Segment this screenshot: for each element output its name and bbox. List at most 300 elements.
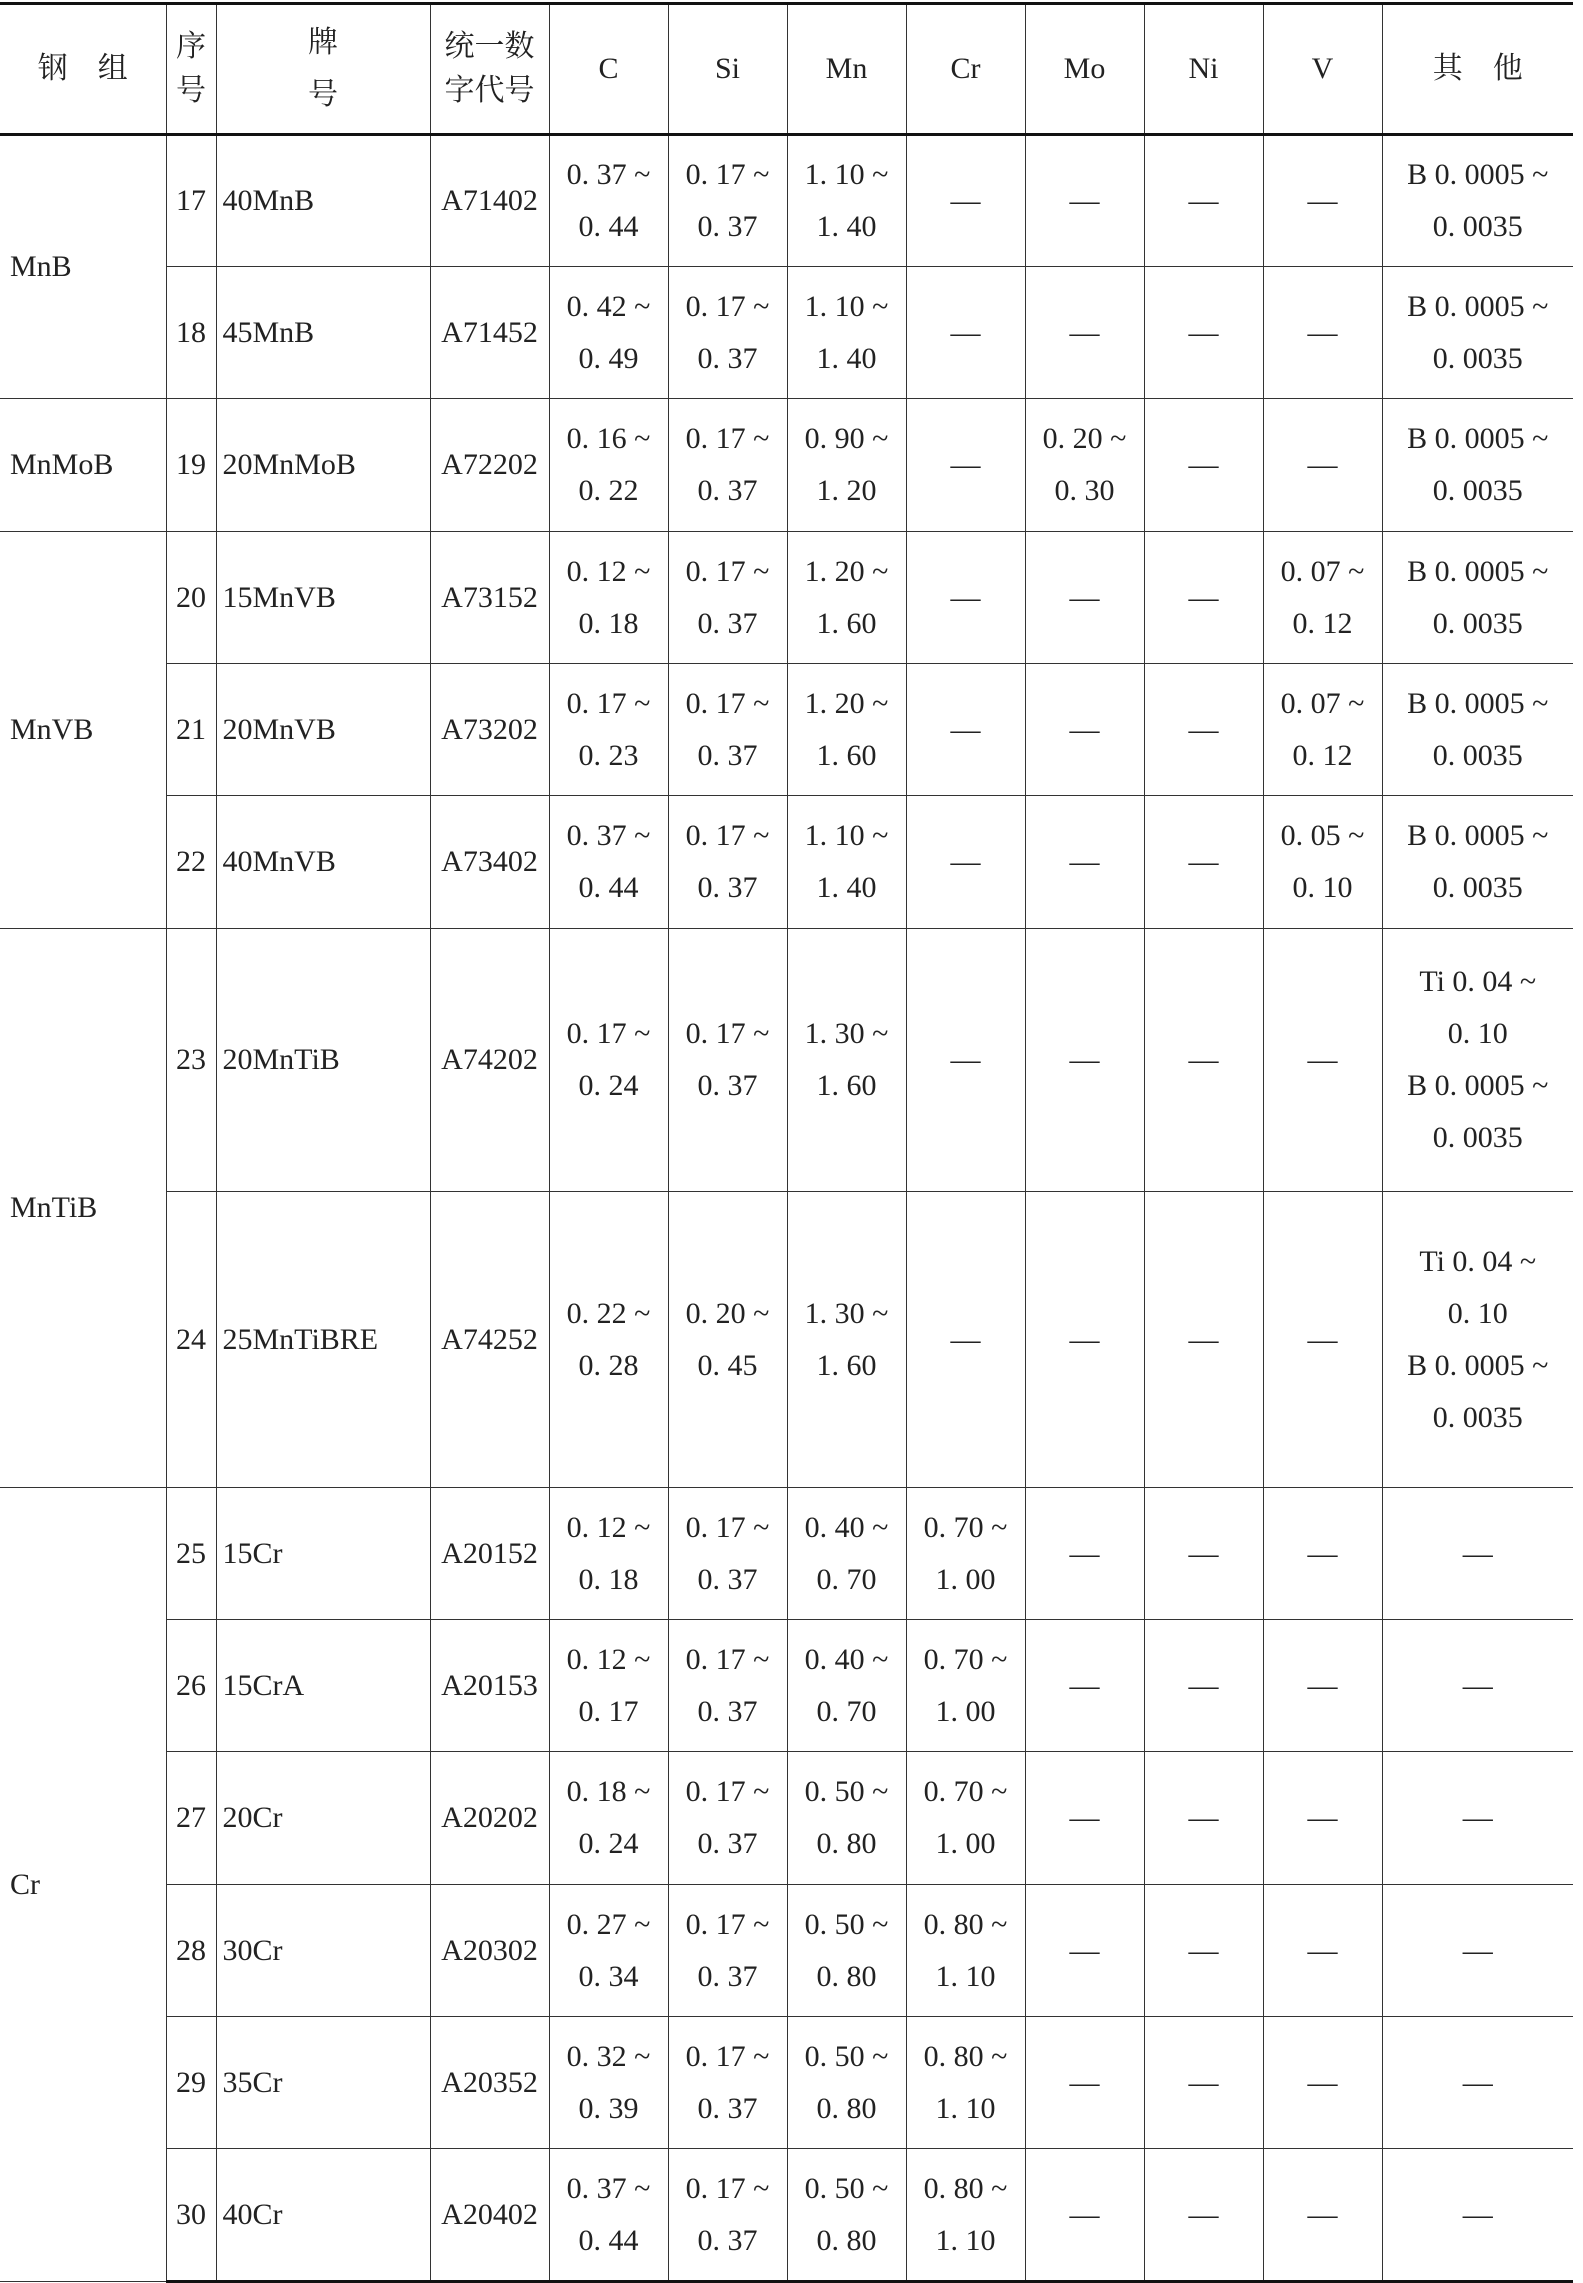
cr-range-cell: [906, 796, 1025, 929]
ni-range-cell: [1144, 399, 1263, 532]
other-element-line: Ti 0. 04 ~: [1419, 1244, 1537, 1278]
v-range-cell: [1263, 1752, 1382, 1885]
cr-range-cell: [906, 1620, 1025, 1752]
si-range-to: 0. 37: [697, 2091, 758, 2125]
v-range-cell: [1263, 2017, 1382, 2149]
dash-mark: —: [1188, 1536, 1219, 1570]
si-range-cell: [668, 2017, 787, 2149]
c-range-to: 0. 23: [578, 738, 639, 772]
table-body: [0, 135, 1573, 2282]
mn-range-to: 0. 70: [816, 1562, 877, 1596]
mo-range-cell: [1025, 267, 1144, 399]
dash-mark: —: [1188, 712, 1219, 746]
other-elements-cell: [1382, 1192, 1573, 1488]
ni-range-cell: [1144, 1620, 1263, 1752]
other-element-line: 0. 0035: [1432, 474, 1523, 507]
dash-mark: —: [1307, 1668, 1338, 1702]
mo-range-from: 0. 20 ~: [1042, 422, 1127, 455]
v-range-cell: [1263, 399, 1382, 532]
dash-mark: —: [1307, 2065, 1338, 2099]
mn-range-from: 1. 30 ~: [804, 1296, 889, 1330]
c-range-cell: [549, 532, 668, 664]
c-range-cell: [549, 399, 668, 532]
cr-range-cell: [906, 2017, 1025, 2149]
mn-range-cell: [787, 929, 906, 1192]
mn-range-to: 0. 80: [816, 1959, 877, 1993]
row-number: 30: [166, 2149, 216, 2282]
other-element-line: 0. 10: [1447, 1017, 1508, 1050]
other-elements-cell: [1382, 532, 1573, 664]
v-range-to: 0. 12: [1292, 738, 1353, 772]
steel-group-cell: MnB: [0, 135, 166, 399]
dash-mark: —: [1188, 2065, 1219, 2099]
v-range-from: 0. 07 ~: [1280, 554, 1365, 588]
other-elements-cell: [1382, 929, 1573, 1192]
si-range-cell: [668, 2149, 787, 2282]
mn-range-to: 0. 80: [816, 1827, 877, 1860]
row-number: 17: [166, 135, 216, 267]
mn-range-cell: [787, 267, 906, 399]
other-element-line: B 0. 0005 ~: [1407, 1069, 1549, 1102]
dash-mark: —: [1462, 2197, 1493, 2231]
mo-range-cell: [1025, 2017, 1144, 2149]
dash-mark: —: [950, 712, 981, 746]
si-range-cell: [668, 135, 787, 267]
table-row: [0, 1885, 1573, 2017]
si-range-to: 0. 37: [697, 871, 758, 904]
v-range-cell: [1263, 664, 1382, 796]
si-range-cell: [668, 1885, 787, 2017]
dash-mark: —: [1307, 184, 1338, 217]
header-no-line2: 号: [176, 74, 206, 107]
mn-range-to: 1. 40: [816, 341, 877, 375]
unified-code: A20153: [430, 1620, 549, 1752]
si-range-cell: [668, 929, 787, 1192]
mn-range-from: 1. 10 ~: [804, 158, 889, 191]
cr-range-from: 0. 70 ~: [923, 1510, 1008, 1544]
cr-range-cell: [906, 2149, 1025, 2282]
mo-range-cell: [1025, 929, 1144, 1192]
dash-mark: —: [950, 315, 981, 349]
si-range-cell: [668, 267, 787, 399]
si-range-to: 0. 37: [697, 2223, 758, 2257]
unified-code: A20352: [430, 2017, 549, 2149]
si-range-cell: [668, 1192, 787, 1488]
row-number: 23: [166, 929, 216, 1192]
ni-range-cell: [1144, 1488, 1263, 1620]
c-range-to: 0. 44: [578, 210, 639, 243]
si-range-to: 0. 37: [697, 606, 758, 640]
dash-mark: —: [1188, 1668, 1219, 1702]
c-range-cell: [549, 1752, 668, 1885]
dash-mark: —: [1069, 1043, 1100, 1076]
c-range-from: 0. 17 ~: [566, 686, 651, 720]
steel-grade: 40MnVB: [216, 796, 430, 929]
dash-mark: —: [1307, 1536, 1338, 1570]
cr-range-cell: [906, 267, 1025, 399]
dash-mark: —: [950, 448, 981, 481]
dash-mark: —: [1188, 1322, 1219, 1356]
mo-range-cell: [1025, 1752, 1144, 1885]
unified-code: A74252: [430, 1192, 549, 1488]
other-elements-cell: [1382, 1488, 1573, 1620]
v-range-cell: [1263, 135, 1382, 267]
si-range-from: 0. 17 ~: [685, 158, 770, 191]
mn-range-from: 0. 50 ~: [804, 2171, 889, 2205]
header-code: [430, 4, 549, 135]
cr-range-to: 1. 10: [935, 2091, 996, 2125]
dash-mark: —: [1188, 448, 1219, 481]
ni-range-cell: [1144, 2017, 1263, 2149]
dash-mark: —: [1462, 1933, 1493, 1967]
c-range-from: 0. 17 ~: [566, 1017, 651, 1050]
steel-grade: 40MnB: [216, 135, 430, 267]
other-element-line: 0. 0035: [1432, 210, 1523, 243]
v-range-from: 0. 05 ~: [1280, 819, 1365, 852]
dash-mark: —: [1462, 1801, 1493, 1834]
mn-range-cell: [787, 1620, 906, 1752]
row-number: 20: [166, 532, 216, 664]
c-range-from: 0. 12 ~: [566, 554, 651, 588]
row-number: 21: [166, 664, 216, 796]
mn-range-from: 1. 30 ~: [804, 1017, 889, 1050]
mn-range-from: 1. 20 ~: [804, 686, 889, 720]
other-element-line: B 0. 0005 ~: [1407, 158, 1549, 191]
other-element-line: B 0. 0005 ~: [1407, 1348, 1549, 1382]
cr-range-cell: [906, 1885, 1025, 2017]
dash-mark: —: [1069, 1322, 1100, 1356]
c-range-from: 0. 22 ~: [566, 1296, 651, 1330]
mn-range-from: 0. 50 ~: [804, 1775, 889, 1808]
c-range-cell: [549, 2149, 668, 2282]
row-number: 19: [166, 399, 216, 532]
mo-range-cell: [1025, 2149, 1144, 2282]
mn-range-to: 1. 20: [816, 474, 877, 507]
mn-range-from: 0. 40 ~: [804, 1642, 889, 1676]
c-range-from: 0. 32 ~: [566, 2039, 651, 2073]
v-range-to: 0. 12: [1292, 606, 1353, 640]
table-row: [0, 929, 1573, 1192]
other-elements-cell: [1382, 2149, 1573, 2282]
cr-range-cell: [906, 664, 1025, 796]
mn-range-to: 0. 70: [816, 1694, 877, 1728]
other-elements-cell: [1382, 399, 1573, 532]
si-range-from: 0. 17 ~: [685, 1775, 770, 1808]
ni-range-cell: [1144, 796, 1263, 929]
v-range-to: 0. 10: [1292, 871, 1353, 904]
si-range-to: 0. 37: [697, 210, 758, 243]
other-element-line: 0. 0035: [1432, 341, 1523, 375]
other-element-line: 0. 0035: [1432, 1121, 1523, 1154]
dash-mark: —: [950, 580, 981, 614]
unified-code: A73152: [430, 532, 549, 664]
dash-mark: —: [1188, 580, 1219, 614]
header-other: 其他: [1382, 4, 1573, 135]
si-range-to: 0. 37: [697, 1694, 758, 1728]
dash-mark: —: [1069, 1801, 1100, 1834]
header-mn: Mn: [787, 4, 906, 135]
si-range-cell: [668, 399, 787, 532]
table-row: [0, 532, 1573, 664]
other-elements-cell: [1382, 796, 1573, 929]
mo-range-cell: [1025, 1192, 1144, 1488]
c-range-cell: [549, 929, 668, 1192]
dash-mark: —: [1307, 1043, 1338, 1076]
mn-range-cell: [787, 796, 906, 929]
ni-range-cell: [1144, 929, 1263, 1192]
mn-range-from: 1. 20 ~: [804, 554, 889, 588]
other-element-line: 0. 0035: [1432, 1400, 1523, 1434]
dash-mark: —: [1307, 2197, 1338, 2231]
other-elements-cell: [1382, 2017, 1573, 2149]
cr-range-cell: [906, 1752, 1025, 1885]
header-group: 钢组: [0, 4, 166, 135]
other-element-line: 0. 0035: [1432, 738, 1523, 772]
si-range-to: 0. 45: [697, 1348, 758, 1382]
dash-mark: —: [1462, 1536, 1493, 1570]
ni-range-cell: [1144, 664, 1263, 796]
table-row: [0, 1192, 1573, 1488]
c-range-to: 0. 24: [578, 1827, 639, 1860]
mn-range-to: 1. 60: [816, 738, 877, 772]
mo-range-cell: [1025, 664, 1144, 796]
c-range-from: 0. 12 ~: [566, 1510, 651, 1544]
dash-mark: —: [1188, 1933, 1219, 1967]
c-range-to: 0. 44: [578, 2223, 639, 2257]
si-range-cell: [668, 664, 787, 796]
dash-mark: —: [1069, 1933, 1100, 1967]
dash-mark: —: [950, 1043, 981, 1076]
dash-mark: —: [1307, 315, 1338, 349]
steel-grade: 30Cr: [216, 1885, 430, 2017]
si-range-cell: [668, 532, 787, 664]
dash-mark: —: [1069, 845, 1100, 878]
dash-mark: —: [1188, 1043, 1219, 1076]
ni-range-cell: [1144, 1752, 1263, 1885]
dash-mark: —: [1307, 448, 1338, 481]
c-range-to: 0. 18: [578, 1562, 639, 1596]
steel-grade: 15CrA: [216, 1620, 430, 1752]
dash-mark: —: [1069, 2065, 1100, 2099]
mn-range-to: 0. 80: [816, 2223, 877, 2257]
other-element-line: 0. 0035: [1432, 871, 1523, 904]
si-range-cell: [668, 1752, 787, 1885]
other-elements-cell: [1382, 1752, 1573, 1885]
c-range-cell: [549, 1488, 668, 1620]
v-range-cell: [1263, 267, 1382, 399]
unified-code: A73202: [430, 664, 549, 796]
c-range-from: 0. 27 ~: [566, 1907, 651, 1941]
dash-mark: —: [950, 184, 981, 217]
table-row: [0, 1620, 1573, 1752]
unified-code: A20302: [430, 1885, 549, 2017]
dash-mark: —: [1069, 1668, 1100, 1702]
c-range-cell: [549, 664, 668, 796]
ni-range-cell: [1144, 2149, 1263, 2282]
dash-mark: —: [1188, 1801, 1219, 1834]
si-range-from: 0. 17 ~: [685, 2171, 770, 2205]
other-element-line: 0. 0035: [1432, 606, 1523, 640]
mn-range-cell: [787, 1752, 906, 1885]
mo-range-cell: [1025, 399, 1144, 532]
mn-range-from: 0. 90 ~: [804, 422, 889, 455]
dash-mark: —: [1188, 315, 1219, 349]
table-row: [0, 1752, 1573, 1885]
c-range-cell: [549, 1192, 668, 1488]
cr-range-cell: [906, 1192, 1025, 1488]
si-range-from: 0. 17 ~: [685, 2039, 770, 2073]
ni-range-cell: [1144, 1885, 1263, 2017]
header-code-line1: 统一数: [444, 30, 535, 63]
row-number: 25: [166, 1488, 216, 1620]
other-elements-cell: [1382, 267, 1573, 399]
ni-range-cell: [1144, 1192, 1263, 1488]
row-number: 22: [166, 796, 216, 929]
cr-range-to: 1. 00: [935, 1694, 996, 1728]
cr-range-cell: [906, 399, 1025, 532]
c-range-from: 0. 37 ~: [566, 2171, 651, 2205]
steel-grade: 15MnVB: [216, 532, 430, 664]
other-elements-cell: [1382, 135, 1573, 267]
c-range-from: 0. 18 ~: [566, 1775, 651, 1808]
steel-grade: 35Cr: [216, 2017, 430, 2149]
header-si: Si: [668, 4, 787, 135]
cr-range-to: 1. 00: [935, 1827, 996, 1860]
steel-grade: 45MnB: [216, 267, 430, 399]
table-row: [0, 135, 1573, 267]
header-code-line2: 字代号: [444, 74, 535, 107]
c-range-to: 0. 49: [578, 341, 639, 375]
cr-range-from: 0. 70 ~: [923, 1642, 1008, 1676]
steel-grade: 15Cr: [216, 1488, 430, 1620]
table-row: [0, 399, 1573, 532]
unified-code: A20202: [430, 1752, 549, 1885]
mn-range-to: 1. 60: [816, 1069, 877, 1102]
header-no: [166, 4, 216, 135]
steel-group-cell: Cr: [0, 1488, 166, 2282]
si-range-from: 0. 17 ~: [685, 1642, 770, 1676]
si-range-to: 0. 37: [697, 738, 758, 772]
si-range-from: 0. 17 ~: [685, 686, 770, 720]
v-range-cell: [1263, 2149, 1382, 2282]
si-range-from: 0. 17 ~: [685, 289, 770, 323]
si-range-to: 0. 37: [697, 1069, 758, 1102]
cr-range-to: 1. 10: [935, 1959, 996, 1993]
c-range-to: 0. 34: [578, 1959, 639, 1993]
dash-mark: —: [1307, 1801, 1338, 1834]
cr-range-from: 0. 80 ~: [923, 2171, 1008, 2205]
steel-grade: 20MnVB: [216, 664, 430, 796]
cr-range-cell: [906, 1488, 1025, 1620]
si-range-cell: [668, 796, 787, 929]
row-number: 29: [166, 2017, 216, 2149]
row-number: 24: [166, 1192, 216, 1488]
table-row: [0, 796, 1573, 929]
mn-range-to: 0. 80: [816, 2091, 877, 2125]
header-cr: Cr: [906, 4, 1025, 135]
other-elements-cell: [1382, 1885, 1573, 2017]
dash-mark: —: [1188, 184, 1219, 217]
ni-range-cell: [1144, 135, 1263, 267]
dash-mark: —: [1069, 315, 1100, 349]
header-mo: Mo: [1025, 4, 1144, 135]
dash-mark: —: [1069, 580, 1100, 614]
c-range-from: 0. 37 ~: [566, 158, 651, 191]
mo-range-cell: [1025, 135, 1144, 267]
c-range-to: 0. 24: [578, 1069, 639, 1102]
other-element-line: 0. 10: [1447, 1296, 1508, 1330]
mn-range-cell: [787, 1488, 906, 1620]
c-range-cell: [549, 1620, 668, 1752]
cr-range-cell: [906, 532, 1025, 664]
c-range-cell: [549, 2017, 668, 2149]
unified-code: A72202: [430, 399, 549, 532]
row-number: 26: [166, 1620, 216, 1752]
row-number: 27: [166, 1752, 216, 1885]
steel-grade: 20MnTiB: [216, 929, 430, 1192]
c-range-cell: [549, 796, 668, 929]
steel-grade: 25MnTiBRE: [216, 1192, 430, 1488]
other-element-line: B 0. 0005 ~: [1407, 422, 1549, 455]
other-element-line: Ti 0. 04 ~: [1419, 965, 1537, 998]
mn-range-to: 1. 60: [816, 606, 877, 640]
mn-range-cell: [787, 2017, 906, 2149]
mo-range-cell: [1025, 1885, 1144, 2017]
unified-code: A74202: [430, 929, 549, 1192]
c-range-from: 0. 16 ~: [566, 422, 651, 455]
header-no-line1: 序: [176, 30, 206, 63]
steel-group-cell: MnMoB: [0, 399, 166, 532]
mn-range-cell: [787, 532, 906, 664]
mn-range-to: 1. 40: [816, 871, 877, 904]
mn-range-cell: [787, 664, 906, 796]
v-range-cell: [1263, 532, 1382, 664]
table-row: [0, 2017, 1573, 2149]
other-element-line: B 0. 0005 ~: [1407, 686, 1549, 720]
cr-range-to: 1. 00: [935, 1562, 996, 1596]
c-range-from: 0. 42 ~: [566, 289, 651, 323]
table-header-row: [0, 4, 1573, 135]
mn-range-from: 0. 40 ~: [804, 1510, 889, 1544]
dash-mark: —: [1307, 1322, 1338, 1356]
table-row: [0, 267, 1573, 399]
steel-group-cell: MnVB: [0, 532, 166, 929]
ni-range-cell: [1144, 532, 1263, 664]
steel-grade: 40Cr: [216, 2149, 430, 2282]
v-range-cell: [1263, 1192, 1382, 1488]
si-range-to: 0. 37: [697, 1827, 758, 1860]
mn-range-cell: [787, 1885, 906, 2017]
cr-range-from: 0. 70 ~: [923, 1775, 1008, 1808]
v-range-cell: [1263, 1488, 1382, 1620]
cr-range-cell: [906, 135, 1025, 267]
header-v: V: [1263, 4, 1382, 135]
mo-range-cell: [1025, 1620, 1144, 1752]
dash-mark: —: [1462, 2065, 1493, 2099]
mn-range-to: 1. 60: [816, 1348, 877, 1382]
si-range-to: 0. 37: [697, 1562, 758, 1596]
mn-range-cell: [787, 135, 906, 267]
other-elements-cell: [1382, 664, 1573, 796]
mo-range-cell: [1025, 532, 1144, 664]
steel-group-cell: MnTiB: [0, 929, 166, 1488]
dash-mark: —: [1188, 2197, 1219, 2231]
mn-range-cell: [787, 399, 906, 532]
dash-mark: —: [1307, 1933, 1338, 1967]
si-range-from: 0. 17 ~: [685, 1017, 770, 1050]
c-range-cell: [549, 135, 668, 267]
other-element-line: B 0. 0005 ~: [1407, 289, 1549, 323]
